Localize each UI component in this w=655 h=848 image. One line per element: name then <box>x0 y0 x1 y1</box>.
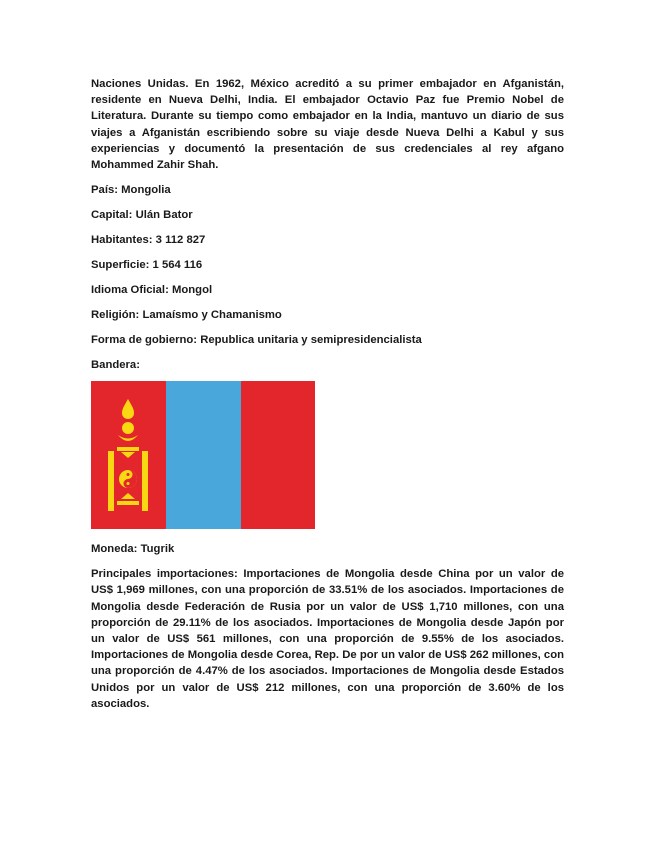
area-line: Superficie: 1 564 116 <box>91 259 203 272</box>
currency-line: Moneda: Tugrik <box>91 543 175 556</box>
flag-label: Bandera: <box>91 359 140 372</box>
language-line: Idioma Oficial: Mongol <box>91 284 213 297</box>
document-page <box>91 76 564 712</box>
imports-paragraph: Principales importaciones: Importaciones de Mongolia desde China por un valor de US$ 1,969 millones, con una proporción de 33.51% de los asociados. Importaciones de Mongolia desde Federación de Rusia por un valor de US$ 1,710 millones, con una proporción de 29.11% de los asociados. Importaciones de Mongolia desde Japón por un valor de US$ 561 millones, con una proporción de 9.55% de los asociados. Importaciones de Mongolia desde Corea, Rep. De por un valor de US$ 262 millones, con una proporción de 4.47% de los asociados. Importaciones de Mongolia desde Estados Unidos por un valor de US$ 212 millones, con una proporción de 3.60% de los asociados. <box>91 568 564 710</box>
capital-line: Capital: Ulán Bator <box>91 209 193 222</box>
country-line: País: Mongolia <box>91 184 171 197</box>
flag-center-stripe <box>166 381 241 529</box>
mongolia-flag-image <box>91 381 315 529</box>
religion-line: Religión: Lamaísmo y Chamanismo <box>91 309 282 322</box>
intro-paragraph: Naciones Unidas. En 1962, México acreditó a su primer embajador en Afganistán, residente en Nueva Delhi, India. El embajador Octavio Paz fue Premio Nobel de Literatura. Durante su tiempo como embajador en la India, mantuvo un diario de sus viajes a Afganistán escribiendo sobre su viaje desde Nueva Delhi a Kabul y sus experiencias y documentó la presentación de sus credenciales al rey afgano Mohammed Zahir Shah. <box>91 78 564 172</box>
flag-right-stripe <box>241 381 315 529</box>
government-line: Forma de gobierno: Republica unitaria y semipresidencialista <box>91 334 422 347</box>
population-line: Habitantes: 3 112 827 <box>91 234 206 247</box>
